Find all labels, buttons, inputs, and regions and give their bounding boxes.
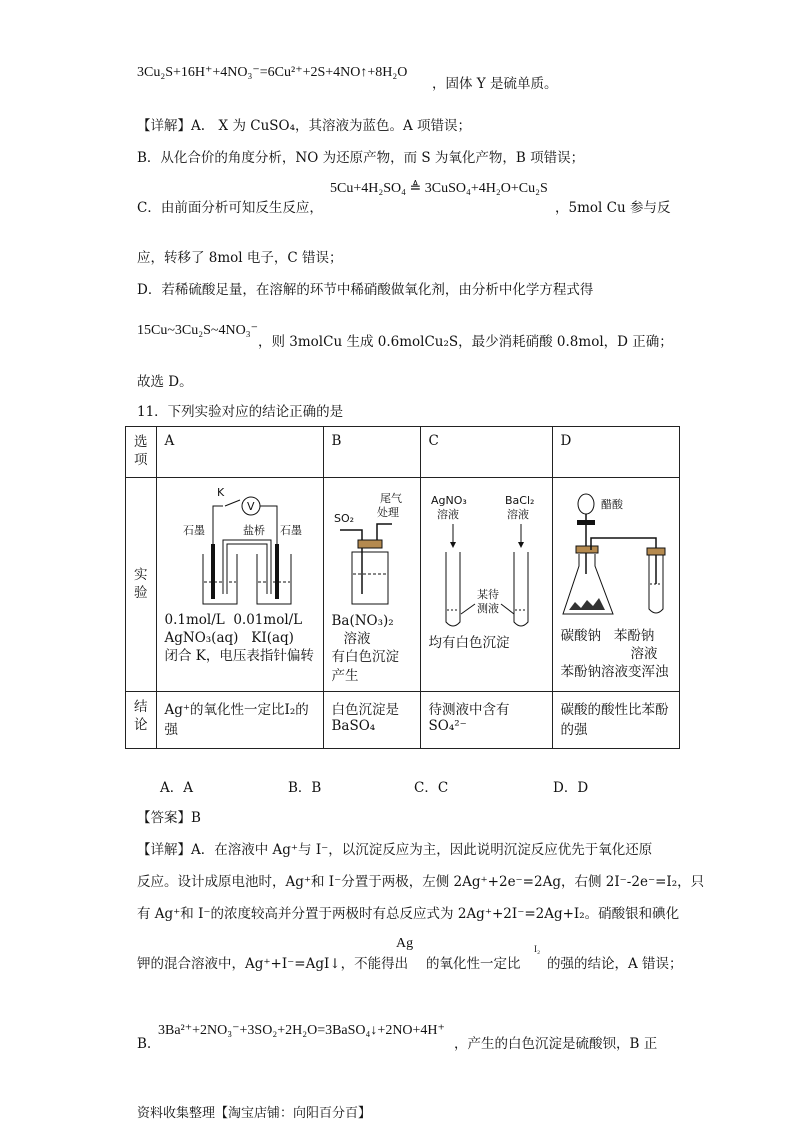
answer-label: 【答案】B bbox=[137, 810, 201, 826]
stopper-icon bbox=[358, 540, 382, 548]
col-c: C bbox=[420, 427, 552, 478]
answer-b-prefix: B. bbox=[137, 1036, 152, 1052]
experiment-b-caption: 有白色沉淀产生 bbox=[331, 649, 399, 684]
col-a: A bbox=[156, 427, 323, 478]
label-conclusion: 结论 bbox=[126, 691, 157, 748]
footer-source: 资料收集整理【淘宝店铺：向阳百分百】 bbox=[137, 1106, 372, 1121]
answer-detail-3: 有 Ag⁺和 I⁻的浓度较高并分置于两极时有总反应式为 2Ag⁺+2I⁻=2Ag+I₂。硝酸银和碘化 bbox=[137, 906, 680, 922]
agno3-label-2: 溶液 bbox=[436, 508, 459, 521]
sodium-carbonate-label: 碳酸钠 bbox=[560, 628, 601, 644]
answer-b-tail: ，产生的白色沉淀是硫酸钡，B 正 bbox=[454, 1036, 658, 1052]
label-experiment: 实验 bbox=[126, 478, 157, 692]
right-solution-conc: 0.01mol/L bbox=[233, 612, 303, 628]
experiment-a bbox=[156, 478, 323, 692]
experiment-d bbox=[552, 478, 679, 692]
experiment-table bbox=[125, 426, 680, 749]
galvanic-cell-diagram bbox=[165, 484, 315, 609]
answer-detail-4c: 的强的结论，A 错误； bbox=[547, 956, 683, 972]
option-c: C．C bbox=[414, 780, 449, 796]
option-a: A．A bbox=[160, 780, 193, 796]
conclusion-b: 白色沉淀是BaSO₄ bbox=[323, 691, 420, 748]
col-d: D bbox=[552, 427, 679, 478]
experiment-c-caption: 均有白色沉淀 bbox=[428, 635, 510, 651]
electrode-right-icon bbox=[275, 544, 279, 599]
tube-stopper-icon bbox=[647, 548, 665, 555]
experiment-a-caption: 闭合 K，电压表指针偏转 bbox=[164, 648, 314, 665]
stopcock-icon bbox=[577, 520, 595, 525]
graphite-left-label: 石墨 bbox=[182, 524, 205, 537]
funnel-icon bbox=[578, 494, 594, 514]
baNO3-label: Ba(NO₃)₂ bbox=[331, 613, 394, 629]
detail-b: B．从化合价的角度分析，NO 为还原产物，而 S 为氧化产物，B 项错误； bbox=[137, 150, 585, 166]
equation-ba: 3Ba²⁺+2NO₃⁻+3SO₂+2H₂O=3BaSO₄↓+2NO+4H⁺ bbox=[158, 1023, 445, 1038]
table-row-experiment bbox=[126, 478, 680, 692]
test-tube-left-icon bbox=[446, 552, 460, 626]
detail-d: D．若稀硫酸足量，在溶解的环节中稀硝酸做氧化剂，由分析中化学方程式得 bbox=[137, 282, 594, 298]
bacl2-label: BaCl₂ bbox=[504, 494, 534, 507]
electrode-left-icon bbox=[211, 544, 215, 599]
text-solid-y: ，固体 Y 是硫单质。 bbox=[432, 76, 558, 92]
answer-detail-4b: 的氧化性一定比 bbox=[426, 956, 521, 972]
equation-c: 5Cu+4H₂SO₄ ≜ 3CuSO₄+4H₂O+Cu₂S bbox=[330, 181, 548, 196]
salt-bridge-label: 盐桥 bbox=[242, 524, 265, 537]
delivery-tube-icon bbox=[591, 538, 656, 584]
detail-c-2: 应，转移了 8mol 电子，C 错误； bbox=[137, 250, 343, 266]
tail-gas-label-2: 处理 bbox=[376, 506, 399, 519]
test-tube-right-icon bbox=[514, 552, 528, 626]
stopper-icon bbox=[576, 546, 598, 553]
equation-d: 15Cu~3Cu₂S~4NO₃⁻ bbox=[137, 323, 258, 338]
acetic-acid-label: 醋酸 bbox=[600, 498, 623, 511]
answer-detail-1: 【详解】A．在溶液中 Ag⁺与 I⁻，以沉淀反应为主，因此说明沉淀反应优先于氧化还原 bbox=[137, 842, 653, 858]
experiment-b bbox=[323, 478, 420, 692]
detail-d-tail: ，则 3molCu 生成 0.6molCu₂S，最少消耗硝酸 0.8mol，D 正确； bbox=[258, 334, 673, 350]
table-row-conclusion bbox=[126, 691, 680, 748]
gas-bottle-diagram bbox=[332, 484, 412, 612]
table-row-header bbox=[126, 427, 680, 478]
beaker-left-icon bbox=[203, 554, 237, 604]
left-solution-conc: 0.1mol/L bbox=[164, 612, 225, 628]
option-d: D．D bbox=[553, 780, 589, 796]
detail-c-prefix: C．由前面分析可知反生反应， bbox=[137, 200, 323, 216]
graphite-right-label: 石墨 bbox=[279, 524, 302, 537]
choose-d: 故选 D。 bbox=[137, 374, 193, 390]
answer-detail-2: 反应。设计成原电池时，Ag⁺和 I⁻分置于两极，左侧 2Ag⁺+2e⁻=2Ag，右侧 2I⁻-2e⁻=I₂，只 bbox=[137, 874, 705, 890]
test-liquid-label: 某待 bbox=[476, 588, 499, 601]
sodium-carbonate-icon bbox=[569, 598, 605, 610]
conclusion-d: 碳酸的酸性比苯酚的强 bbox=[552, 691, 679, 748]
equation-cu2s: 3Cu₂S+16H⁺+4NO₃⁻=6Cu²⁺+2S+4NO↑+8H₂O bbox=[137, 65, 408, 80]
beaker-right-icon bbox=[257, 554, 291, 604]
test-tube-diagram bbox=[429, 484, 544, 634]
experiment-d-caption: 苯酚钠溶液变浑浊 bbox=[560, 664, 669, 681]
baNO3-label-2: 溶液 bbox=[343, 631, 371, 648]
phenolate-label-2: 溶液 bbox=[630, 646, 658, 663]
answer-ag: Ag bbox=[396, 936, 414, 951]
question-title: 11．下列实验对应的结论正确的是 bbox=[137, 404, 344, 420]
bottle-icon bbox=[352, 552, 388, 604]
col-b: B bbox=[323, 427, 420, 478]
switch-k-icon bbox=[225, 500, 240, 506]
agno3-label: AgNO₃ bbox=[430, 494, 467, 507]
right-solution-name: KI(aq) bbox=[251, 630, 294, 647]
test-liquid-label-2: 测液 bbox=[476, 602, 499, 615]
answer-i2: I₂ bbox=[534, 944, 541, 954]
option-b: B．B bbox=[288, 780, 322, 796]
experiment-c bbox=[420, 478, 552, 692]
phenolate-label: 苯酚钠 bbox=[613, 628, 655, 644]
salt-bridge-icon bbox=[225, 542, 269, 594]
switch-k-label: K bbox=[216, 486, 224, 499]
detail-a: 【详解】A. X 为 CuSO₄，其溶液为蓝色。A 项错误； bbox=[137, 118, 472, 134]
flask-diagram bbox=[561, 484, 671, 629]
conclusion-a: Ag⁺的氧化性一定比I₂的强 bbox=[156, 691, 323, 748]
so2-label: SO₂ bbox=[333, 512, 354, 525]
conclusion-c: 待测液中含有SO₄²⁻ bbox=[420, 691, 552, 748]
label-option: 选项 bbox=[126, 427, 157, 478]
answer-detail-4a: 钾的混合溶液中，Ag⁺+I⁻=AgI↓，不能得出 bbox=[137, 956, 409, 972]
tail-gas-label: 尾气 bbox=[379, 492, 402, 505]
left-solution-name: AgNO₃(aq) bbox=[164, 630, 239, 647]
detail-c-tail: ，5mol Cu 参与反 bbox=[555, 200, 671, 216]
voltmeter-label: V bbox=[246, 500, 255, 513]
bacl2-label-2: 溶液 bbox=[506, 508, 529, 521]
